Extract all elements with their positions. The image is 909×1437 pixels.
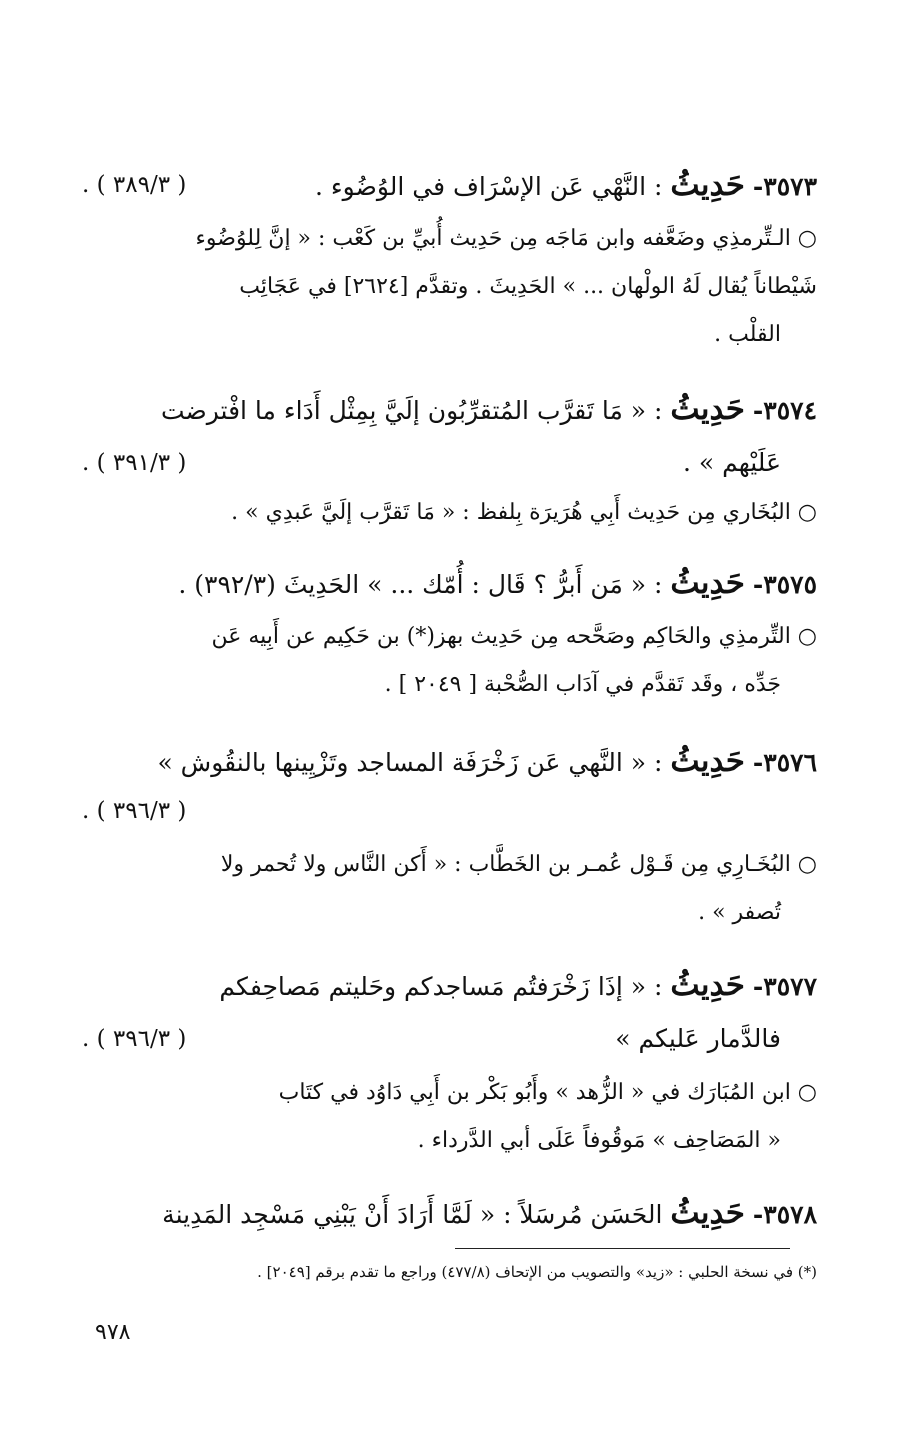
source-note-line: ○ الـتِّرمذِي وضَعَّفه وابن مَاجَه مِن حَدِيث أُبيِّ بن كَعْب : « إنَّ لِلوُضُوء (195, 226, 817, 251)
entry-number: ٣٥٧٥- (752, 570, 817, 599)
entry-number: ٣٥٧٤- (752, 396, 817, 425)
volume-page-reference: ( ٣٨٩/٣ ) . (82, 172, 187, 198)
entry-heading (82, 1196, 817, 1232)
entry-number: ٣٥٧٧- (752, 972, 817, 1001)
source-note-line: جَدِّه ، وقَد تَقدَّم في آدَاب الصُّحْبة [ ٢٠٤٩ ] . (384, 672, 781, 697)
source-note-line: ○ البُخَـارِي مِن قَـوْل عُمـر بن الخَطَّاب : « أَكن النَّاس ولا تُحمر ولا (220, 852, 817, 877)
footnote-rule (455, 1248, 790, 1249)
hadith-keyword: حَدِيثُ (670, 743, 745, 779)
hadith-keyword: حَدِيثُ (670, 167, 745, 203)
entry-number: ٣٥٧٣- (752, 172, 817, 201)
entry-text: : النَّهْي عَن الإسْرَاف في الوُضُوء . (315, 172, 663, 201)
hadith-keyword: حَدِيثُ (670, 967, 745, 1003)
hadith-keyword: حَدِيثُ (670, 391, 745, 427)
hadith-keyword: حَدِيثُ (670, 565, 745, 601)
source-note-line: « المَصَاحِف » مَوقُوفاً عَلَى أبي الدَّرداء . (417, 1128, 781, 1153)
entry-number: ٣٥٧٨- (752, 1200, 817, 1229)
entry-text-continued: عَلَيْهم » . (682, 448, 781, 477)
hadith-keyword: حَدِيثُ (670, 1195, 745, 1231)
entry-number: ٣٥٧٦- (752, 748, 817, 777)
entry-text: : « مَا تَقرَّب المُتقرِّبُون إلَيَّ بِمِثْل أَدَاء ما افْترضت (160, 396, 663, 425)
entry-text: الحَسَن مُرسَلاً : « لَمَّا أَرَادَ أَنْ يَبْنِي مَسْجِد المَدِينة (162, 1200, 663, 1229)
entry-heading (82, 566, 817, 602)
entry-text: : « إذَا زَخْرَفتُم مَساجدكم وحَليتم مَصاحِفكم (219, 972, 663, 1001)
volume-page-reference: ( ٣٩٦/٣ ) . (82, 1026, 187, 1052)
entry-text-continued: فالدَّمار عَليكم » (615, 1024, 781, 1053)
source-note-line: ○ البُخَاري مِن حَدِيث أَبِي هُرَيرَة بِلفظ : « مَا تَقرَّب إلَيَّ عَبدِي » . (231, 500, 817, 525)
entry-text: : « مَن أَبرُّ ؟ قَال : أُمّك ... » الحَدِيثَ (٣٩٢/٣) . (178, 570, 663, 599)
source-note-line: تُصفر » . (698, 900, 781, 925)
source-note-line: ○ التِّرمذِي والحَاكِم وصَحَّحه مِن حَدِيث بهز(*) بن حَكِيم عن أَبِيه عَن (211, 624, 817, 649)
entry-text: : « النَّهي عَن زَخْرَفَة المساجد وتَزْيِينها بالنقُوش » (157, 748, 663, 777)
entry-heading (82, 744, 817, 780)
volume-page-reference: ( ٣٩٦/٣ ) . (82, 798, 187, 824)
volume-page-reference: ( ٣٩١/٣ ) . (82, 450, 187, 476)
entry-heading (82, 392, 817, 428)
source-note-line: شَيْطاناً يُقال لَهُ الولْهان ... » الحَدِيثَ . وتقدَّم [٢٦٢٤] في عَجَائِب (239, 274, 817, 299)
source-note-line: ○ ابن المُبَارَك في « الزُّهد » وأَبُو بَكْر بن أَبِي دَاوُد في كتَاب (278, 1080, 817, 1105)
entry-heading (82, 968, 817, 1004)
footnote: (*) في نسخة الحلبي : «زيد» والتصويب من الإتحاف (٤٧٧/٨) وراجع ما تقدم برقم [٢٠٤٩] . (257, 1263, 817, 1281)
entry-heading (82, 168, 817, 204)
page-number: ٩٧٨ (95, 1320, 131, 1345)
source-note-line: القلْب . (714, 322, 781, 347)
